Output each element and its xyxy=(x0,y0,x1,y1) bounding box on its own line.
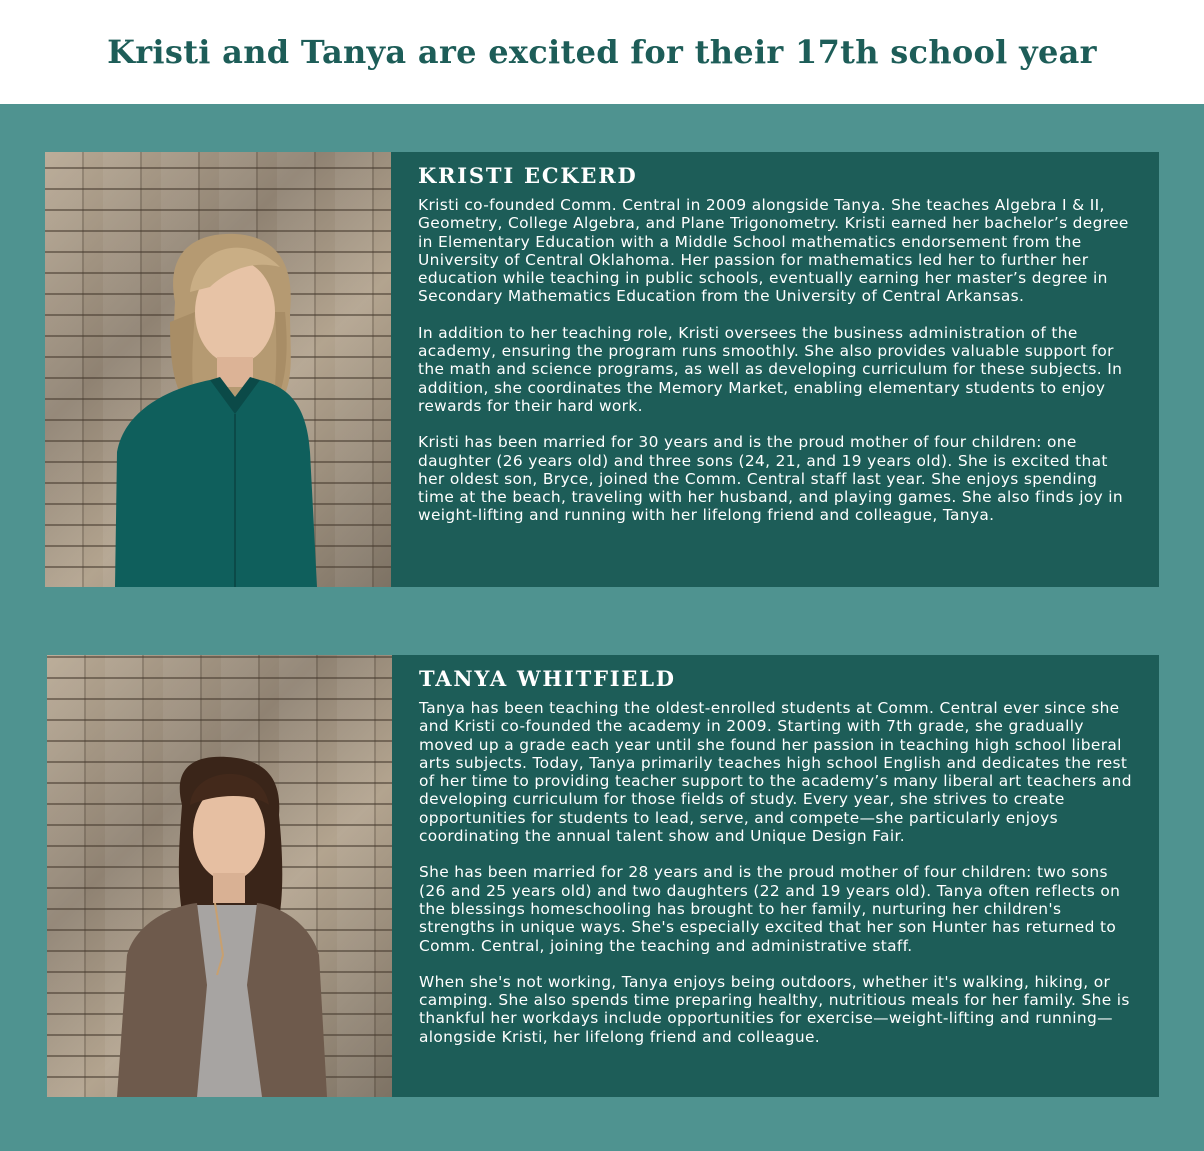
page-title: Kristi and Tanya are excited for their 17th school year xyxy=(107,33,1097,71)
portrait-photo-icon xyxy=(47,655,392,1097)
kristi-bio-paragraph: Kristi co-founded Comm. Central in 2009 alongside Tanya. She teaches Algebra I & II, Geometry, College Algebra, and Plane Trigonometry. Kristi earned her bachelor’s degree in Elementary Education with a Middle School mathematics endorsement from the University of Central Oklahoma. Her passion for mathematics led her to further her education while teaching in public schools, eventually earning her master’s degree in Secondary Mathematics Education from the University of Central Arkansas. xyxy=(418,196,1129,306)
kristi-portrait-photo xyxy=(45,152,391,587)
profile-card-kristi xyxy=(45,152,1159,587)
portrait-photo-icon xyxy=(45,152,391,587)
kristi-bio-paragraph: In addition to her teaching role, Kristi oversees the business administration of the academy, ensuring the program runs smoothly. She also provides valuable support for the math and science programs, as well as developing curriculum for these subjects. In addition, she coordinates the Memory Market, enabling elementary students to enjoy rewards for their hard work. xyxy=(418,323,1123,415)
tanya-portrait-photo xyxy=(47,655,392,1097)
kristi-bio-panel xyxy=(391,152,1159,587)
kristi-bio-paragraph: Kristi has been married for 30 years and is the proud mother of four children: one daughter (26 years old) and three sons (24, 21, and 19 years old). She is excited that her oldest son, Bryce, joined the Comm. Central staff last year. She enjoys spending time at the beach, traveling with her husband, and playing games. She also finds joy in weight-lifting and running with her lifelong friend and colleague, Tanya. xyxy=(418,433,1124,525)
kristi-name: KRISTI ECKERD xyxy=(418,163,638,188)
tanya-bio-panel xyxy=(392,655,1159,1097)
page-header xyxy=(0,0,1204,104)
tanya-bio-paragraph: She has been married for 28 years and is the proud mother of four children: two sons (26 and 25 years old) and two daughters (22 and 19 years old). Tanya often reflects on the blessings homeschooling has brought to her family, nurturing her children's strengths in unique ways. She's especially excited that her son Hunter has returned to Comm. Central, joining the teaching and administrative staff. xyxy=(419,863,1121,955)
tanya-name: TANYA WHITFIELD xyxy=(419,666,676,691)
profile-card-tanya xyxy=(47,655,1159,1097)
tanya-bio-paragraph: When she's not working, Tanya enjoys being outdoors, whether it's walking, hiking, or camping. She also spends time preparing healthy, nutritious meals for her family. She is thankful her workdays include opportunities for exercise—weight-lifting and running—alongside Kristi, her lifelong friend and colleague. xyxy=(419,972,1130,1046)
tanya-bio-paragraph: Tanya has been teaching the oldest-enrolled students at Comm. Central ever since she and Kristi co-founded the academy in 2009. Starting with 7th grade, she gradually moved up a grade each year until she found her passion in teaching high school liberal arts subjects. Today, Tanya primarily teaches high school English and dedicates the rest of her time to providing teacher support to the academy’s many liberal art teachers and developing curriculum for those fields of study. Every year, she strives to create opportunities for students to lead, serve, and compete—she particularly enjoys coordinating the annual talent show and Unique Design Fair. xyxy=(419,699,1132,846)
